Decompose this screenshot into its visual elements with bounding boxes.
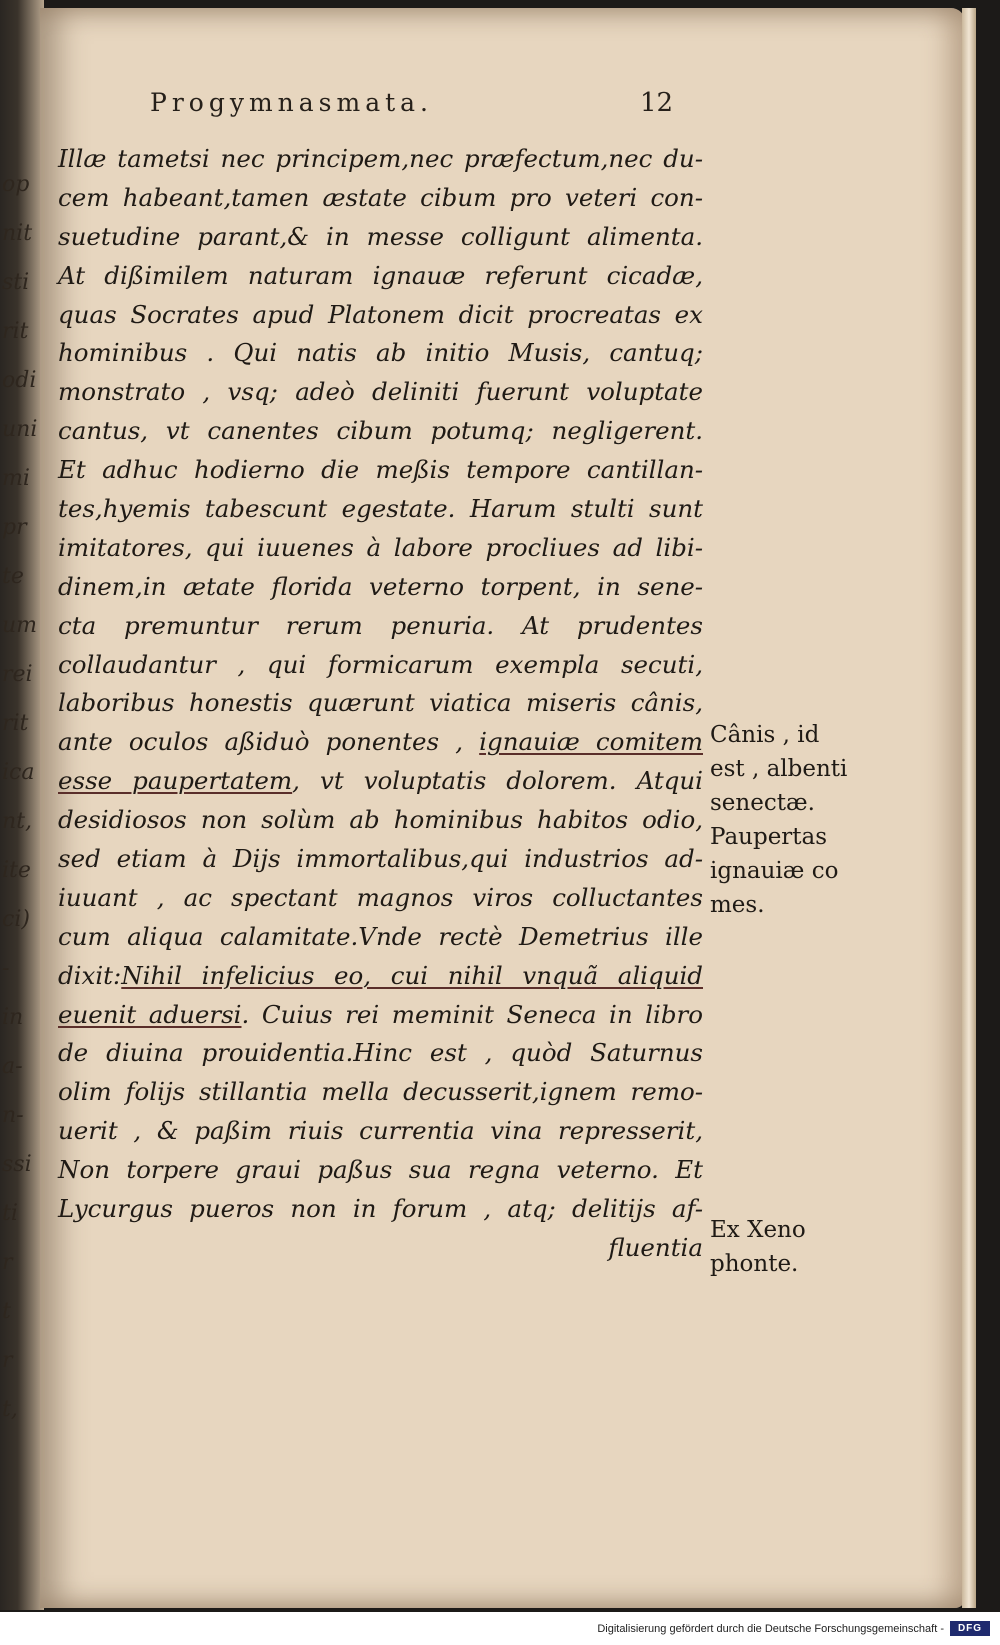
text-line: cum aliqua calamitate.Vnde rectè Demetrius ille bbox=[58, 921, 703, 951]
text-line: Non torpere graui paßus sua regna veterno. Et bbox=[58, 1155, 703, 1185]
text-line: collaudantur , qui formicarum exempla secuti, bbox=[58, 649, 703, 679]
page-edge bbox=[962, 8, 976, 1608]
digitization-footer bbox=[0, 1612, 1000, 1645]
hand-underline: euenit aduersi bbox=[58, 999, 242, 1029]
text-line: Lycurgus pueros non in forum , atq; delitijs af- bbox=[58, 1194, 703, 1224]
text-line: iuuant , ac spectant magnos viros colluctantes bbox=[58, 882, 703, 912]
margin-note-line: senectæ. bbox=[710, 790, 815, 816]
text-line: monstrato , vsq; adeò deliniti fuerunt voluptate bbox=[58, 377, 703, 407]
hand-underline: Nihil infelicius eo, cui nihil vnquã aliquid bbox=[121, 960, 703, 990]
facing-page-fragments: op nit sti rit odi uni mi pr te um rei rit ica nt, ite ci) - in a- n- ssi ti r t r t, bbox=[2, 172, 38, 1422]
text-line: dixit:Nihil infelicius eo, cui nihil vnquã aliquid bbox=[58, 960, 703, 990]
text-line: olim folijs stillantia mella decusserit,ignem remo- bbox=[58, 1077, 703, 1107]
dfg-logo: DFG bbox=[950, 1621, 990, 1636]
body-text-block bbox=[58, 140, 703, 1268]
text-line: suetudine parant,& in messe colligunt alimenta. bbox=[58, 221, 703, 251]
text-line: laboribus honestis quærunt viatica miseris cânis, bbox=[58, 688, 703, 718]
page-number: 12 bbox=[640, 88, 674, 118]
margin-note-xenophonte bbox=[710, 1213, 860, 1281]
margin-note-line: Cânis , id bbox=[710, 722, 820, 748]
footer-credit: Digitalisierung gefördert durch die Deutsche Forschungsgemeinschaft - bbox=[597, 1623, 944, 1635]
hand-underline: ignauiæ comitem bbox=[479, 727, 703, 757]
margin-note-line: est , albenti bbox=[710, 756, 848, 782]
hand-underline: esse paupertatem bbox=[58, 766, 293, 796]
text-line: euenit aduersi. Cuius rei meminit Seneca in libro bbox=[58, 999, 704, 1029]
text-line: ante oculos aßiduò ponentes , ignauiæ comitem bbox=[58, 727, 703, 757]
text-line: cantus, vt canentes cibum potumq; negligerent. bbox=[58, 416, 703, 446]
text-line: sed etiam à Dijs immortalibus,qui industrios ad- bbox=[58, 844, 703, 874]
text-line: de diuina prouidentia.Hinc est , quòd Saturnus bbox=[58, 1038, 703, 1068]
margin-note-line: Ex Xeno bbox=[710, 1217, 806, 1243]
margin-note-line: ignauiæ co bbox=[710, 858, 839, 884]
text-line: cta premuntur rerum penuria. At prudentes bbox=[58, 610, 703, 640]
text-line: esse paupertatem, vt voluptatis dolorem. Atqui bbox=[58, 766, 703, 796]
text-line: fluentia bbox=[608, 1232, 703, 1262]
text-line: tes,hyemis tabescunt egestate. Harum stulti sunt bbox=[58, 494, 703, 524]
text-line: quas Socrates apud Platonem dicit procreatas ex bbox=[58, 299, 703, 329]
margin-note-line: phonte. bbox=[710, 1251, 799, 1277]
text-line: hominibus . Qui natis ab initio Musis, cantuq; bbox=[58, 338, 703, 368]
text-line: Illæ tametsi nec principem,nec præfectum,nec du- bbox=[58, 144, 703, 173]
text-line: At dißimilem naturam ignauæ referunt cicadæ, bbox=[58, 260, 703, 290]
margin-note-line: Paupertas bbox=[710, 824, 828, 850]
running-title: Progymnasmata. bbox=[150, 88, 434, 117]
text-line: cem habeant,tamen æstate cibum pro veteri con- bbox=[58, 182, 703, 212]
text-line: desidiosos non solùm ab hominibus habitos odio, bbox=[58, 805, 703, 835]
text-line: dinem,in ætate florida veterno torpent, in sene- bbox=[58, 571, 703, 601]
text-line: Et adhuc hodierno die meßis tempore cantillan- bbox=[58, 455, 703, 485]
text-line: imitatores, qui iuuenes à labore procliues ad libi- bbox=[58, 532, 703, 562]
text-line: uerit , & paßim riuis currentia vina represserit, bbox=[58, 1116, 703, 1146]
margin-note-canis bbox=[710, 718, 860, 922]
margin-note-line: mes. bbox=[710, 892, 765, 918]
